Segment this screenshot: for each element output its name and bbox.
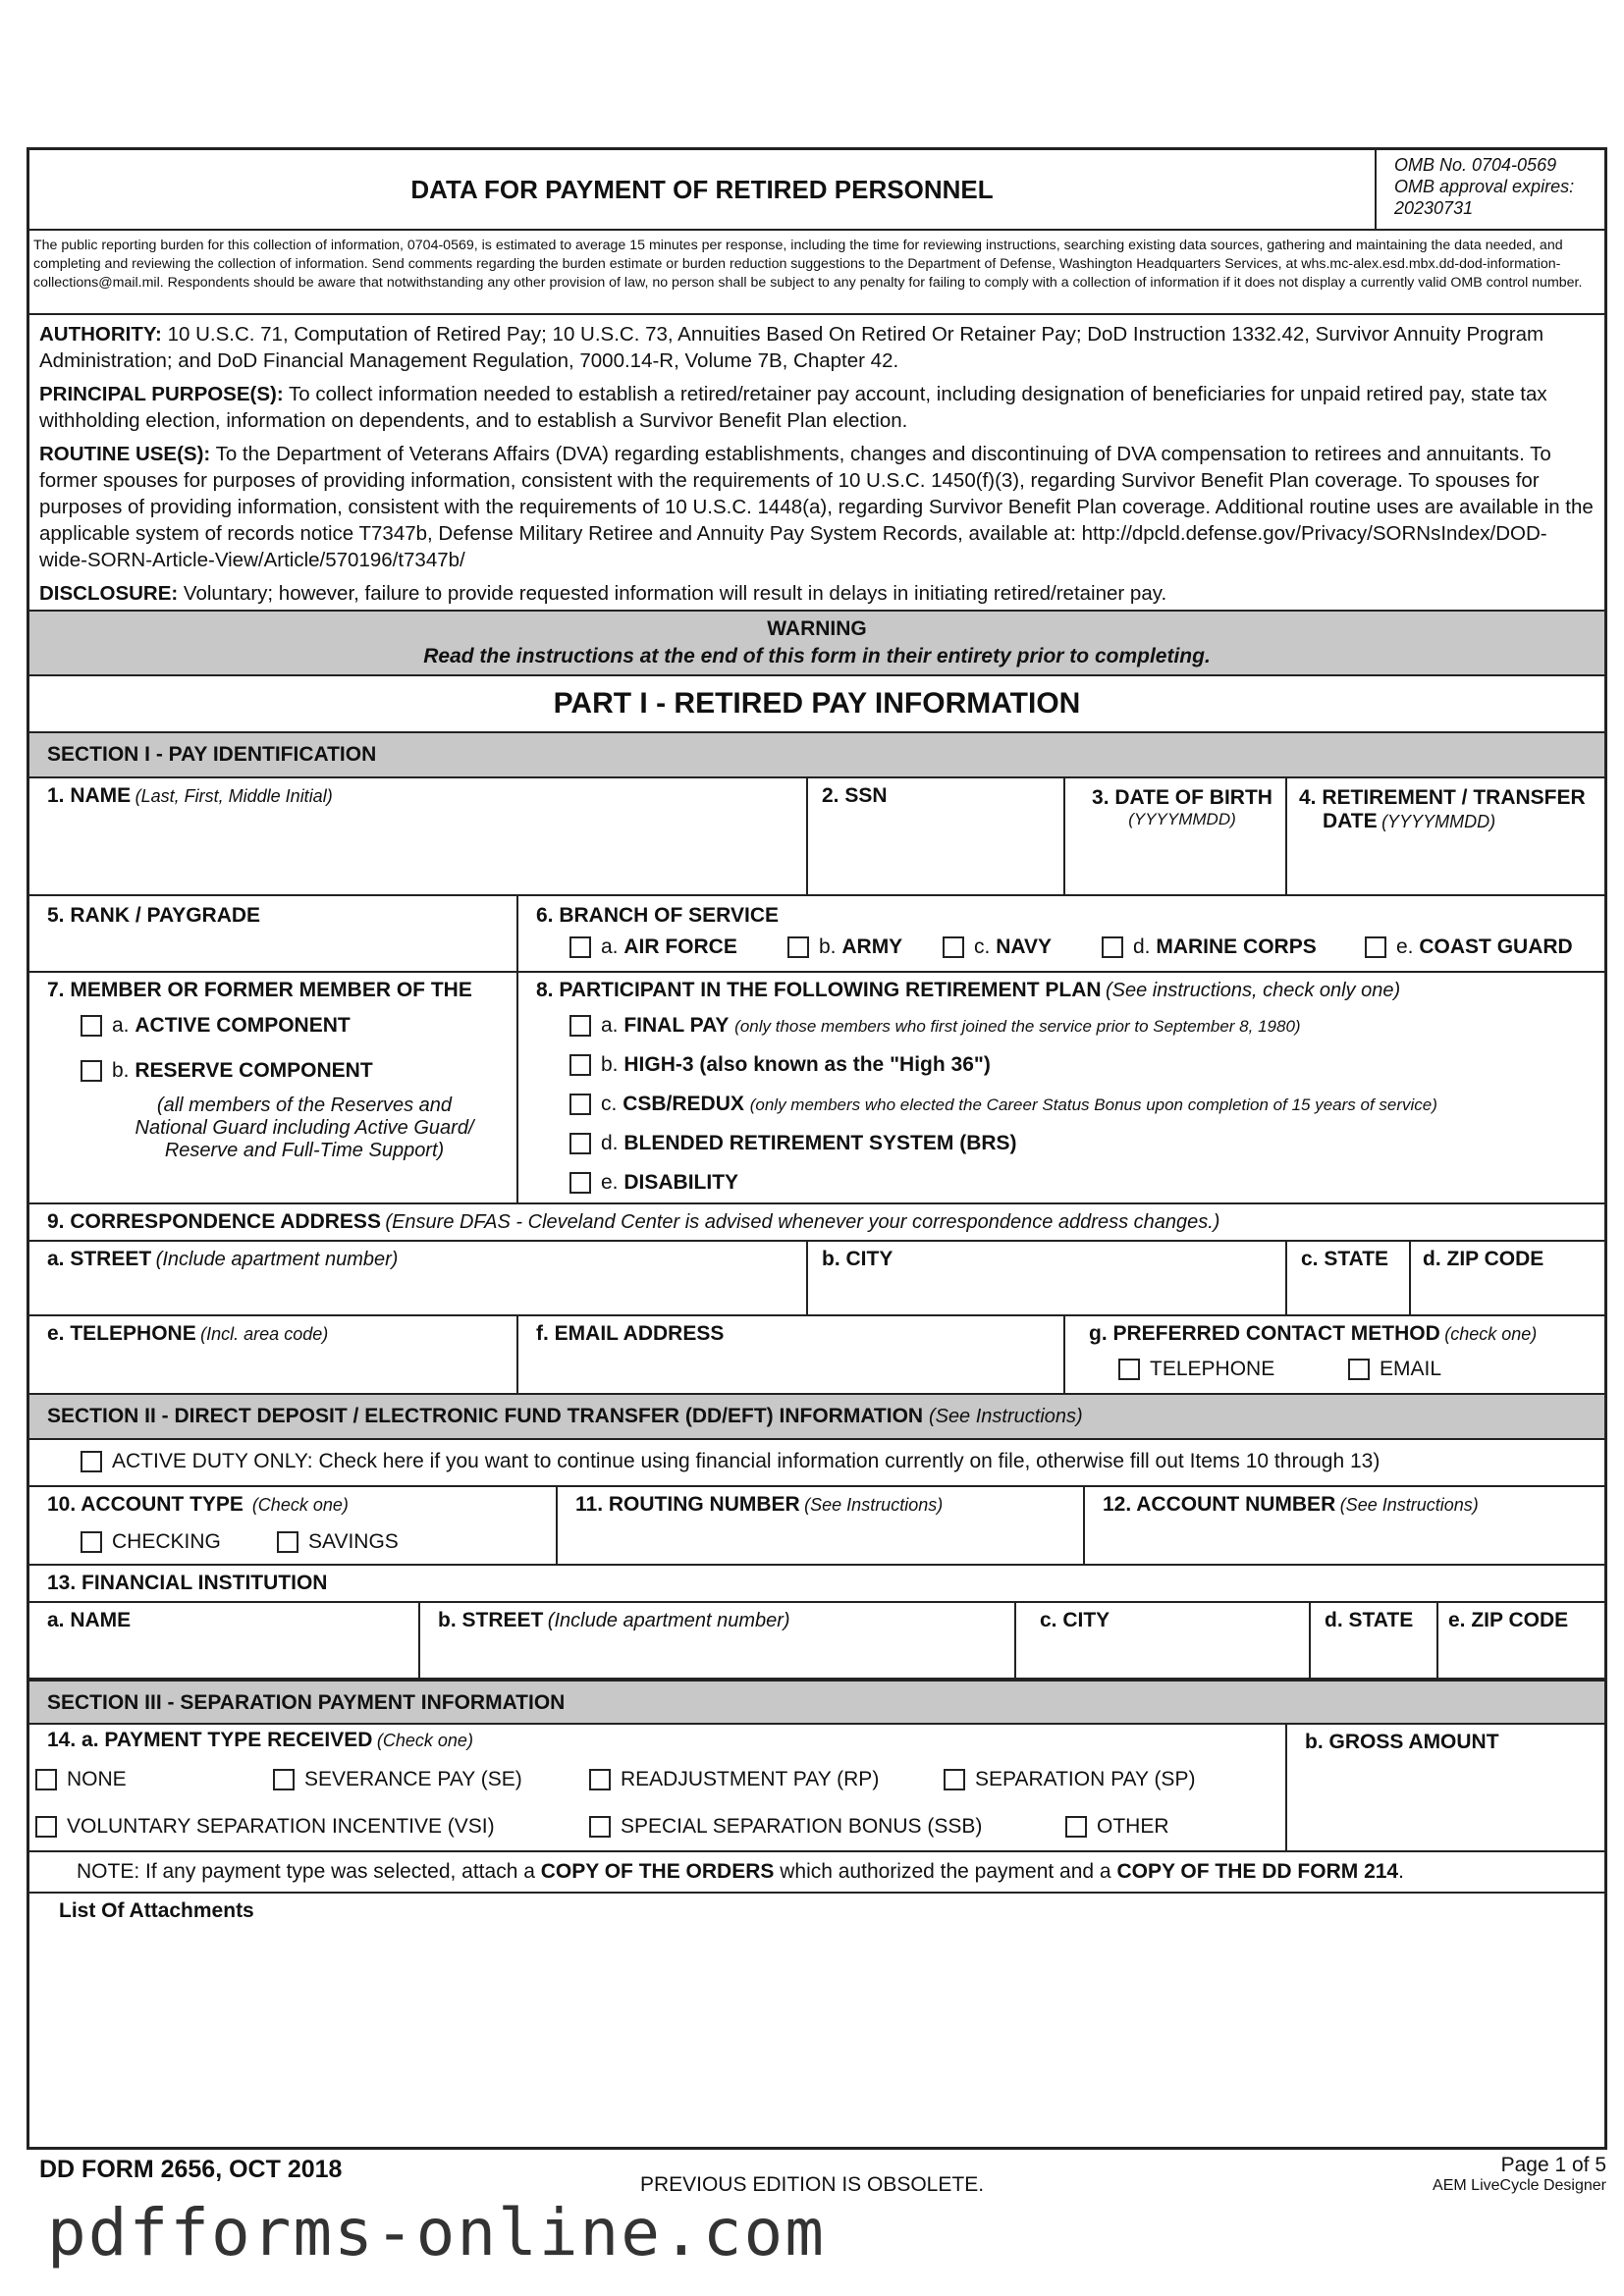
plan-label: 8. PARTICIPANT IN THE FOLLOWING RETIREMENT PLAN (536, 979, 1102, 1001)
pay-readjustment-option[interactable] (589, 1768, 879, 1791)
branch-navy[interactable] (943, 935, 1052, 959)
pay-separation-option[interactable] (944, 1768, 1195, 1791)
identification-row (29, 778, 1604, 896)
name-label: 1. NAME (47, 784, 132, 807)
rank-label: 5. RANK / PAYGRADE (47, 904, 261, 927)
branch-marine-corps[interactable] (1102, 935, 1317, 959)
high-3-letter: b. (601, 1053, 619, 1076)
reserve-note-line-3: Reserve and Full-Time Support) (164, 1140, 445, 1161)
name-field[interactable] (29, 778, 806, 894)
contact-telephone-checkbox[interactable] (1118, 1359, 1140, 1380)
name-hint: (Last, First, Middle Initial) (135, 786, 333, 806)
csb-redux-letter: c. (601, 1093, 618, 1115)
disability-letter: e. (601, 1171, 619, 1194)
reserve-component-checkbox[interactable] (81, 1060, 102, 1082)
savings-label: SAVINGS (308, 1530, 399, 1553)
account-type-label: 10. ACCOUNT TYPE (47, 1493, 244, 1516)
omb-expires-label: OMB approval expires: (1394, 177, 1575, 196)
dob-label: 3. DATE OF BIRTH (1092, 786, 1272, 809)
routine-use-text: To the Department of Veterans Affairs (DVA) regarding establishments, changes and discontinuing of DVA compensation to retirees and annuitants. To former spouses for purposes of providing information, consistent with the requirements of 10 U.S.C. 1450(f)(3), regarding Survivor Benefit Plan coverage. To spouses for purposes of providing information, consistent with the requirements of 10 U.S.C. 1448(a), regarding Survivor Benefit Plan coverage. Additional routine uses are available in the applicable system of records notice T7347b, Defense Military Retiree and Annuity Pay System Records, available at: http://dpcld.defense.gov/Privacy/SORNsIndex/DOD-wide-SORN-Article-View/Article/570196/t7347b/ (39, 443, 1594, 571)
street-field[interactable] (29, 1242, 806, 1314)
contact-hint: (check one) (1444, 1324, 1538, 1344)
active-duty-checkbox[interactable] (81, 1451, 102, 1472)
branch-coast-guard[interactable] (1365, 935, 1573, 959)
correspondence-address-header (29, 1204, 1604, 1242)
bank-name-field[interactable] (29, 1603, 418, 1678)
checking-label: CHECKING (112, 1530, 221, 1553)
authority-text: 10 U.S.C. 71, Computation of Retired Pay; 10 U.S.C. 73, Annuities Based On Retired Or Retainer Pay; DoD Instruction 1332.42, Survivor Annuity Program Administration; and DoD Financial Management Regulation, 7000.14-R, Volume 7B, Chapter 42. (39, 323, 1544, 372)
obsolete-notice: PREVIOUS EDITION IS OBSOLETE. (639, 2173, 985, 2196)
payment-type-label: 14. a. PAYMENT TYPE RECEIVED (47, 1729, 373, 1751)
high-3-label: HIGH-3 (also known as the "High 36") (623, 1053, 991, 1076)
csb-redux-note: (only members who elected the Career Status Bonus upon completion of 15 years of service) (749, 1095, 1437, 1114)
dd-form-2656 (27, 147, 1607, 2150)
payment-type-hint: (Check one) (376, 1731, 473, 1750)
final-pay-label: FINAL PAY (623, 1014, 730, 1037)
account-row (29, 1487, 1604, 1566)
retirement-plan-field (516, 973, 1604, 1202)
retirement-date-label-2: DATE (1323, 810, 1378, 832)
form-title: DATA FOR PAYMENT OF RETIRED PERSONNEL (410, 174, 994, 204)
city-field[interactable] (806, 1242, 1285, 1314)
plan-brs[interactable] (569, 1132, 1017, 1155)
routine-use-paragraph (39, 441, 1595, 573)
rank-branch-row (29, 896, 1604, 973)
purpose-text: To collect information needed to establish a retired/retainer pay account, including designation of beneficiaries for unpaid retired pay, state tax withholding election, information on dependents, and to establish a Survivor Benefit Plan election. (39, 383, 1547, 432)
high-3-checkbox[interactable] (569, 1054, 591, 1076)
contact-telephone-label: TELEPHONE (1150, 1358, 1275, 1380)
active-component-label: ACTIVE COMPONENT (135, 1014, 351, 1037)
warning-title: WARNING (767, 617, 867, 640)
navy-checkbox[interactable] (943, 936, 964, 958)
part-1-title: PART I - RETIRED PAY INFORMATION (29, 676, 1604, 733)
pay-vsi-checkbox[interactable] (35, 1816, 57, 1838)
air-force-checkbox[interactable] (569, 936, 591, 958)
telephone-field[interactable] (29, 1316, 516, 1393)
routing-number-hint: (See Instructions) (804, 1495, 944, 1515)
contact-row (29, 1316, 1604, 1395)
pay-none-option[interactable] (35, 1768, 127, 1791)
disclosure-label: DISCLOSURE: (39, 582, 179, 605)
section-3-header: SECTION III - SEPARATION PAYMENT INFORMATION (29, 1680, 1604, 1725)
contact-telephone-option[interactable] (1118, 1358, 1274, 1381)
note-bold-1: COPY OF THE ORDERS (540, 1860, 775, 1883)
pay-separation-label: SEPARATION PAY (SP) (975, 1768, 1196, 1790)
coast-guard-label: COAST GUARD (1419, 935, 1573, 958)
final-pay-letter: a. (601, 1014, 619, 1037)
pay-none-checkbox[interactable] (35, 1769, 57, 1790)
pay-ssb-checkbox[interactable] (589, 1816, 611, 1838)
account-type-hint: (Check one) (251, 1495, 349, 1515)
omb-number: OMB No. 0704-0569 (1394, 155, 1557, 175)
plan-heading (536, 979, 1400, 1002)
final-pay-checkbox[interactable] (569, 1015, 591, 1037)
pay-severance-label: SEVERANCE PAY (SE) (304, 1768, 522, 1790)
branch-field (516, 896, 1604, 971)
reserve-note (98, 1095, 511, 1162)
pay-ssb-label: SPECIAL SEPARATION BONUS (SSB) (621, 1815, 983, 1838)
member-label: 7. MEMBER OR FORMER MEMBER OF THE (47, 979, 472, 1001)
reserve-letter: b. (112, 1059, 130, 1082)
disability-label: DISABILITY (623, 1171, 739, 1194)
plan-disability[interactable] (569, 1171, 738, 1195)
form-id: DD FORM 2656, OCT 2018 (39, 2156, 343, 2183)
checking-option[interactable] (81, 1530, 221, 1554)
bank-city-field[interactable] (1014, 1603, 1309, 1678)
attachments-field[interactable] (29, 1894, 1604, 2147)
payment-type-field (29, 1725, 1285, 1850)
pay-vsi-option[interactable] (35, 1815, 495, 1839)
air-force-label: AIR FORCE (623, 935, 737, 958)
final-pay-note: (only those members who first joined the service prior to September 8, 1980) (734, 1017, 1301, 1036)
routing-number-field[interactable] (556, 1487, 1083, 1564)
ssn-label: 2. SSN (822, 784, 888, 807)
note-text-2: which authorized the payment and a (774, 1860, 1117, 1883)
branch-air-force[interactable] (569, 935, 737, 959)
retirement-date-hint: (YYYYMMDD) (1381, 812, 1496, 831)
branch-army[interactable] (787, 935, 902, 959)
marine-corps-checkbox[interactable] (1102, 936, 1123, 958)
watermark-text: pdfforms-online.com (47, 2195, 826, 2270)
pay-other-option[interactable] (1065, 1815, 1169, 1839)
navy-label: NAVY (996, 935, 1052, 958)
pay-vsi-label: VOLUNTARY SEPARATION INCENTIVE (VSI) (67, 1815, 495, 1838)
email-label: f. EMAIL ADDRESS (536, 1322, 725, 1345)
payment-type-row (29, 1725, 1604, 1852)
marine-corps-label: MARINE CORPS (1156, 935, 1317, 958)
pay-readjustment-label: READJUSTMENT PAY (RP) (621, 1768, 880, 1790)
pay-other-checkbox[interactable] (1065, 1816, 1087, 1838)
warning-text: Read the instructions at the end of this form in their entirety prior to completing. (423, 645, 1211, 667)
address-row (29, 1242, 1604, 1316)
plan-hint: (See instructions, check only one) (1106, 980, 1401, 1001)
omb-box (1375, 150, 1604, 229)
pay-none-label: NONE (67, 1768, 127, 1790)
section-2-title: SECTION II - DIRECT DEPOSIT / ELECTRONIC FUND TRANSFER (DD/EFT) INFORMATION (47, 1405, 924, 1427)
csb-redux-label: CSB/REDUX (623, 1093, 744, 1115)
account-type-heading (47, 1493, 349, 1517)
plan-csb-redux[interactable] (569, 1093, 1437, 1116)
authority-label: AUTHORITY: (39, 323, 162, 346)
reserve-component-option[interactable] (81, 1059, 373, 1083)
navy-letter: c. (974, 935, 991, 958)
attachments-label: List Of Attachments (59, 1899, 254, 1922)
branch-label: 6. BRANCH OF SERVICE (536, 904, 779, 927)
brs-checkbox[interactable] (569, 1133, 591, 1154)
plan-high-3[interactable] (569, 1053, 991, 1077)
note-text-1: NOTE: If any payment type was selected, attach a (77, 1860, 541, 1883)
pay-other-label: OTHER (1097, 1815, 1169, 1838)
page-number: Page 1 of 5 (1500, 2154, 1606, 2176)
coast-guard-letter: e. (1396, 935, 1414, 958)
city-label: b. CITY (822, 1248, 893, 1270)
financial-institution-row (29, 1603, 1604, 1680)
plan-final-pay[interactable] (569, 1014, 1301, 1038)
csb-redux-checkbox[interactable] (569, 1094, 591, 1115)
brs-label: BLENDED RETIREMENT SYSTEM (BRS) (623, 1132, 1017, 1154)
financial-institution-header (29, 1566, 1604, 1603)
routing-number-label: 11. ROUTING NUMBER (575, 1493, 800, 1516)
authority-paragraph (39, 321, 1595, 374)
purpose-label: PRINCIPAL PURPOSE(S): (39, 383, 284, 405)
state-label: c. STATE (1301, 1248, 1389, 1270)
bank-zip-label: e. ZIP CODE (1448, 1609, 1569, 1631)
active-duty-label: ACTIVE DUTY ONLY: Check here if you want to continue using financial information currently on file, otherwise fill out Items 10 through 13) (112, 1450, 1380, 1472)
savings-option[interactable] (277, 1530, 399, 1554)
marine-corps-letter: d. (1133, 935, 1151, 958)
air-force-letter: a. (601, 935, 619, 958)
army-letter: b. (819, 935, 837, 958)
reserve-component-label: RESERVE COMPONENT (135, 1059, 373, 1082)
bank-city-label: c. CITY (1040, 1609, 1110, 1631)
contact-email-checkbox[interactable] (1348, 1359, 1370, 1380)
bank-name-label: a. NAME (47, 1609, 132, 1631)
disability-checkbox[interactable] (569, 1172, 591, 1194)
section-1-header: SECTION I - PAY IDENTIFICATION (29, 733, 1604, 778)
dob-field[interactable] (1063, 778, 1285, 894)
title-row (29, 150, 1604, 231)
account-number-label: 12. ACCOUNT NUMBER (1103, 1493, 1336, 1516)
bank-street-hint: (Include apartment number) (547, 1610, 790, 1631)
privacy-act-statement (29, 315, 1604, 612)
section-2-header (29, 1395, 1604, 1440)
bank-state-label: d. STATE (1325, 1609, 1414, 1631)
bank-state-field[interactable] (1309, 1603, 1436, 1678)
purpose-paragraph (39, 381, 1595, 434)
army-label: ARMY (841, 935, 903, 958)
telephone-label: e. TELEPHONE (47, 1322, 196, 1345)
pay-severance-checkbox[interactable] (273, 1769, 295, 1790)
coast-guard-checkbox[interactable] (1365, 936, 1386, 958)
disclosure-text: Voluntary; however, failure to provide requested information will result in delays in initiating retired/retainer pay. (178, 582, 1167, 605)
rank-field[interactable] (29, 896, 516, 971)
checking-checkbox[interactable] (81, 1531, 102, 1553)
account-number-field[interactable] (1083, 1487, 1604, 1564)
routine-use-label: ROUTINE USE(S): (39, 443, 211, 465)
financial-institution-label: 13. FINANCIAL INSTITUTION (47, 1572, 328, 1594)
component-plan-row (29, 973, 1604, 1204)
account-number-hint: (See Instructions) (1339, 1495, 1479, 1515)
pay-readjustment-checkbox[interactable] (589, 1769, 611, 1790)
telephone-hint: (Incl. area code) (200, 1324, 329, 1344)
pay-severance-option[interactable] (273, 1768, 522, 1791)
account-type-field (29, 1487, 556, 1564)
zip-label: d. ZIP CODE (1423, 1248, 1544, 1270)
savings-checkbox[interactable] (277, 1531, 298, 1553)
bank-zip-field[interactable] (1436, 1603, 1604, 1678)
bank-street-field[interactable] (418, 1603, 1014, 1678)
preferred-contact-field (1063, 1316, 1604, 1393)
active-component-checkbox[interactable] (81, 1015, 102, 1037)
address-hint: (Ensure DFAS - Cleveland Center is advised whenever your correspondence address changes.) (385, 1211, 1220, 1233)
contact-email-label: EMAIL (1380, 1358, 1442, 1380)
contact-email-option[interactable] (1348, 1358, 1441, 1381)
contact-heading (1089, 1322, 1537, 1346)
brs-letter: d. (601, 1132, 619, 1154)
note-text-3: . (1398, 1860, 1404, 1883)
dob-hint: (YYYYMMDD) (1128, 810, 1236, 828)
active-duty-option[interactable] (81, 1450, 1380, 1473)
contact-label: g. PREFERRED CONTACT METHOD (1089, 1322, 1440, 1345)
member-component-field (29, 973, 516, 1202)
email-field[interactable] (516, 1316, 1063, 1393)
attachment-note (29, 1852, 1604, 1894)
state-field[interactable] (1285, 1242, 1409, 1314)
section-2-hint: (See Instructions) (928, 1406, 1083, 1427)
active-letter: a. (112, 1014, 130, 1037)
ssn-field[interactable] (806, 778, 1063, 894)
active-component-option[interactable] (81, 1014, 351, 1038)
pay-ssb-option[interactable] (589, 1815, 982, 1839)
street-label: a. STREET (47, 1248, 152, 1270)
address-label: 9. CORRESPONDENCE ADDRESS (47, 1210, 381, 1233)
street-hint: (Include apartment number) (155, 1249, 399, 1270)
burden-statement: The public reporting burden for this collection of information, 0704-0569, is estimated to average 15 minutes per response, including the time for reviewing instructions, searching existing data sources, gathering and maintaining the data needed, and completing and reviewing the collection of information. Send comments regarding the burden estimate or burden reduction suggestions to the Department of Defense, Washington Headquarters Services, at whs.mc-alex.esd.mbx.dd-dod-information-collections@mail.mil. Respondents should be aware that notwithstanding any other provision of law, no person shall be subject to any penalty for failing to comply with a collection of information if it does not display a currently valid OMB control number. (29, 231, 1604, 315)
note-bold-2: COPY OF THE DD FORM 214 (1116, 1860, 1399, 1883)
army-checkbox[interactable] (787, 936, 809, 958)
reserve-note-line-2: National Guard including Active Guard/ (135, 1117, 474, 1139)
active-duty-row (29, 1440, 1604, 1487)
designer-credit: AEM LiveCycle Designer (1433, 2177, 1606, 2194)
warning-banner (29, 612, 1604, 676)
zip-field[interactable] (1409, 1242, 1604, 1314)
reserve-note-line-1: (all members of the Reserves and (156, 1095, 453, 1116)
pay-separation-checkbox[interactable] (944, 1769, 965, 1790)
bank-street-label: b. STREET (438, 1609, 544, 1631)
omb-expires-date: 20230731 (1394, 198, 1474, 218)
gross-amount-field[interactable] (1285, 1725, 1604, 1850)
retirement-date-label: 4. RETIREMENT / TRANSFER (1299, 786, 1586, 809)
disclosure-paragraph (39, 580, 1595, 607)
retirement-date-field[interactable] (1285, 778, 1604, 894)
payment-type-heading (47, 1729, 473, 1752)
gross-amount-label: b. GROSS AMOUNT (1305, 1731, 1499, 1753)
